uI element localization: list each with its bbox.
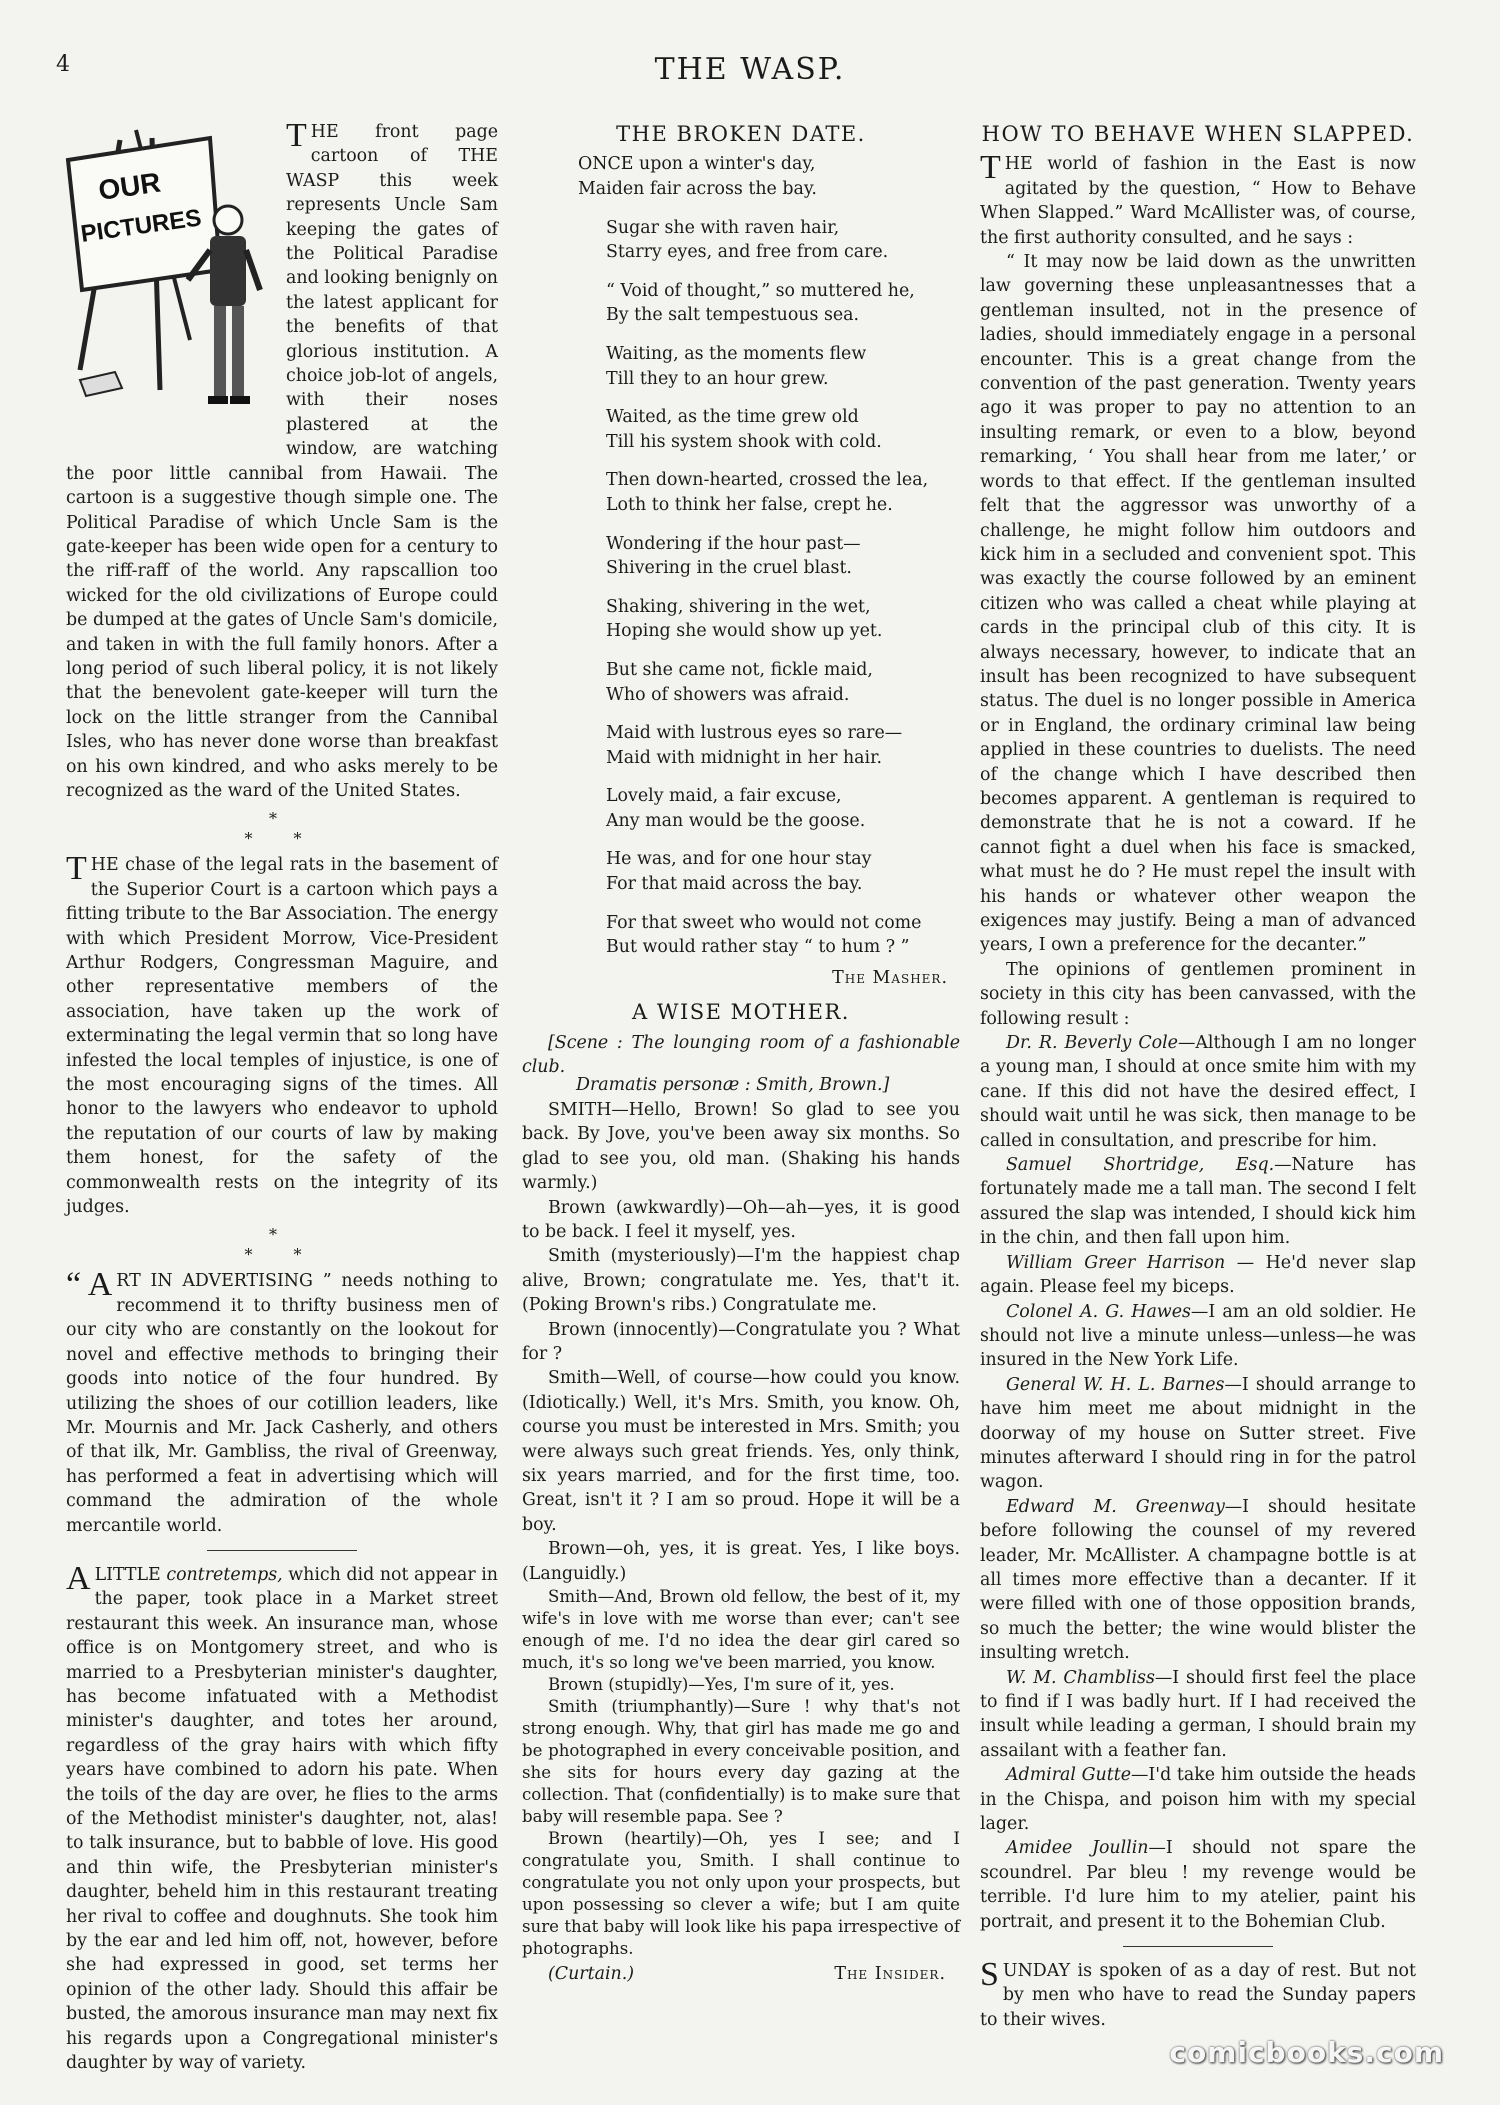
- poem-line: For that sweet who would not come: [606, 912, 922, 933]
- poem-stanza: [606, 721, 960, 770]
- poem-stanza: [606, 532, 960, 581]
- poem-line: For that maid across the bay.: [606, 874, 863, 895]
- poem-line: But would rather stay “ to hum ? ”: [606, 937, 910, 958]
- dialogue-line: Smith—And, Brown old fellow, the best of it, my wife's in love with me worse than ever; can't see enough of me. I'd no idea the dear girl cared so much, it's so long we've been married, you know.: [522, 1587, 960, 1672]
- opinion-name: Dr. R. Beverly Cole: [1006, 1033, 1178, 1054]
- opinion-text: —I'd take him outside the heads in the Chispa, and poison him with my special lager.: [980, 1765, 1416, 1835]
- sunday-paragraph: SUNDAY is spoken of as a day of rest. But not by men who have to read the Sunday papers to their wives.: [980, 1956, 1416, 2030]
- poem-line: Waited, as the time grew old: [606, 407, 859, 428]
- opinion-text: —I should first feel the place to find if I was badly hurt. If I had received the insult while leading a german, I should brain my assailant with a feather fan.: [980, 1667, 1416, 1761]
- opinion-name: William Greer Harrison: [1006, 1252, 1226, 1273]
- dramatis-personae: Dramatis personæ : Smith, Brown.]: [576, 1075, 890, 1096]
- opinion-paragraph: [980, 1251, 1416, 1300]
- watermark: comicbooks.com: [1169, 2036, 1444, 2069]
- opinion-paragraph: [980, 1031, 1416, 1153]
- dialogue-line: Brown (stupidly)—Yes, I'm sure of it, yes.: [548, 1675, 895, 1694]
- masthead: [0, 52, 1500, 92]
- dialogue-line: Brown (heartily)—Oh, yes I see; and I congratulate you, Smith. I shall continue to congratulate you not only upon your prospects, but upon possessing so clever a wife; but I am quite sure that baby will look like his papa irrespective of photographs.: [522, 1829, 960, 1958]
- column-left: [66, 117, 498, 2075]
- opinions-list: [980, 1031, 1416, 1934]
- opinion-name: Amidee Joullin: [1006, 1838, 1149, 1859]
- dialogue-line: Smith—Well, of course—how could you know. (Idiotically.) Well, it's Mrs. Smith, you know. Oh, course you must be interested in Mrs. Smith; you were always such great friends. Yes, only think, six years married, and for the first time, too. Great, isn't it ? I am so proud. Hope it will be a boy.: [522, 1368, 960, 1535]
- poem-line: Sugar she with raven hair,: [606, 217, 840, 238]
- opinion-name: Samuel Shortridge, Esq.: [1006, 1155, 1275, 1176]
- opinion-text: —Nature has fortunately made me a tall man. The second I felt assured the slap was intended, I should kick him in the chin, and then fall upon him.: [980, 1155, 1416, 1249]
- poem-stanza: [606, 911, 960, 960]
- poem-stanza: [606, 405, 960, 454]
- poem-line: Lovely maid, a fair excuse,: [606, 786, 842, 807]
- cartoon-paragraph: THE front page cartoon of THE WASP this week represents Uncle Sam keeping the gates of the Political Paradise and looking benignly on the latest applicant for the benefits of that glorious institution. A choice job-lot of angels, with their noses plastered at the window, are watching the poor little cannibal from Hawaii. The cartoon is a suggestive though simple one. The Political Paradise of which Uncle Sam is the gate-keeper has been wide open for a century to the riff-raff of the world. Any rapscallion too wicked for the old civilizations of Europe could be dumped at the gates of Uncle Sam's domicile, and taken in with the full family honors. After a long period of such liberal policy, it is not likely that the benevolent gate-keeper will turn the lock on the little stranger from the Cannibal Isles, who has never done worse than breakfast on his own kindred, and who asks merely to be recognized as the ward of the United States.: [66, 117, 498, 801]
- poem-stanza: [606, 279, 960, 328]
- paper-title: THE WASP.: [654, 52, 846, 87]
- opinion-paragraph: [980, 1153, 1416, 1251]
- dialogue-line: Brown (awkwardly)—Oh—ah—yes, it is good to be back. I feel it myself, yes.: [522, 1197, 960, 1242]
- poem-line: Till his system shook with cold.: [606, 431, 882, 452]
- article-title: HOW TO BEHAVE WHEN SLAPPED.: [981, 122, 1415, 146]
- opinions-intro: The opinions of gentlemen prominent in society in this city has been canvassed, with the following result :: [980, 959, 1416, 1029]
- dialogue-line: SMITH—Hello, Brown! So glad to see you back. By Jove, you've been away six months. So glad to see you, old man. (Shaking his hands warmly.): [522, 1099, 960, 1194]
- poem-stanza: [606, 468, 960, 517]
- sign-text-pictures: PICTURES: [79, 204, 204, 248]
- section-stars: * * *: [244, 1225, 320, 1265]
- opinion-name: General W. H. L. Barnes: [1006, 1374, 1225, 1395]
- poem-stanza: [606, 847, 960, 896]
- opinion-name: Colonel A. G. Hawes: [1006, 1301, 1191, 1322]
- divider: [1123, 1946, 1273, 1947]
- poem-signature: The Masher.: [832, 967, 948, 988]
- dialogue-line: Brown (innocently)—Congratulate you ? What for ?: [522, 1319, 960, 1364]
- poem-line: Hoping she would show up yet.: [606, 621, 883, 642]
- divider: [207, 1550, 357, 1551]
- poem-stanza: [606, 342, 960, 391]
- play-footer: [522, 1962, 960, 1986]
- scene-direction: [Scene : The lounging room of a fashionable club.: [522, 1032, 960, 1078]
- section-stars: * * *: [244, 809, 320, 849]
- mcallister-quote: “ It may now be laid down as the unwritten law governing these unpleasantnesses that a gentleman insulted, not in the presence of ladies, should immediately engage in a personal encounter. This is a great change from the convention of the past generation. Twenty years ago it was proper to pay no attention to an insulting remark, or even to a blow, beyond remarking, ‘ You shall hear from me later,’ or words to that effect. If the gentleman insulted felt that the aggressor was unworthy of a challenge, he might follow him outdoors and kick him in a secluded and convenient spot. This was exactly the course followed by an eminent citizen who was called a cheat while playing at cards in the principal club of this city. It is always necessary, however, to indicate that an insult has been recognized to have subsequent status. The duel is no longer possible in America or in England, the ordinary criminal law being applied in these countries to duelists. The need of the change which I have described then becomes apparent. A gentleman is required to demonstrate that he is not a coward. If he cannot fight a duel when his face is smacked, what must he do ? He must repel the insult with his hands or whatever other weapon the exigences may justify. Being a man of advanced years, I own a preference for the decanter.”: [980, 252, 1416, 956]
- opinion-paragraph: [980, 1666, 1416, 1764]
- poem-line: Maid with lustrous eyes so rare—: [606, 723, 903, 744]
- advertising-paragraph: “ A RT IN ADVERTISING ” needs nothing to recommend it to thrifty business men of our city who are constantly on the lookout for novel and effective methods to bringing their goods into notice of the four hundred. By utilizing the shoes of our cotillion leaders, like Mr. Mournis and Mr. Jack Casherly, and others of that ilk, Mr. Gambliss, the rival of Greenway, has performed a feat in advertising which will command the admiration of the whole mercantile world.: [66, 1266, 498, 1536]
- opinion-text: —I should hesitate before following the counsel of my revered leader, Mr. McAllister. A champagne bottle is at all times more effective than a decanter. If it were filled with one of those opposition brands, so much the better; the wine would blister the insulting wretch.: [980, 1496, 1416, 1664]
- play-title: A WISE MOTHER.: [632, 1000, 850, 1025]
- play-signature: The Insider.: [834, 1964, 946, 1984]
- poem-stanza: [606, 658, 960, 707]
- opinion-name: W. M. Chambliss: [1006, 1667, 1155, 1688]
- poem-line: Maiden fair across the bay.: [578, 179, 817, 199]
- poem-line: Waiting, as the moments flew: [606, 343, 867, 364]
- poem-line: By the salt tempestuous sea.: [606, 305, 860, 326]
- poem-line: Shaking, shivering in the wet,: [606, 596, 871, 617]
- opinion-text: —Although I am no longer a young man, I should at once smite him with my cane. If this did not have the desired effect, I should wait until he was sick, then manage to be called in consultation, and prescribe for him.: [980, 1033, 1416, 1151]
- poem-stanza: [606, 216, 960, 265]
- opinion-text: —I should arrange to have him meet me about midnight in the doorway of my house on Sutter street. Five minutes afterward I should ring in for the patrol wagon.: [980, 1374, 1417, 1493]
- curtain-text: (Curtain.): [548, 1964, 635, 1984]
- poem-stanza: [578, 152, 960, 201]
- poem-broken-date: [578, 152, 960, 959]
- poem-line: Wondering if the hour past—: [606, 533, 861, 554]
- poem-line: ONCE upon a winter's day,: [578, 154, 816, 175]
- opinion-text: —I am an old soldier. He should not live a minute unless—unless—he was insured in the New York Life.: [980, 1301, 1416, 1371]
- column-right: [980, 120, 1416, 2032]
- contretemps-paragraph: A LITTLE contretemps, which did not appear in the paper, took place in a Market street restaurant this week. An insurance man, whose office is on Montgomery street, and who is married to a Presbyterian minister's daughter, has become infatuated with a Methodist minister's daughter, and totes her around, regardless of the gray hairs with which fifty years have combined to adorn his pate. When the toils of the day are over, he flies to the arms of the Methodist minister's daughter, not, alas! to talk insurance, but to babble of love. His good and thin wife, the Presbyterian minister's daughter, beheld him in this restaurant treating her rival to coffee and doughnuts. She took him by the ear and led him off, not, however, before she had expressed in good, set terms her opinion of the other lady. Should this affair be busted, the amorous insurance man may next fix his regards upon a Congregational minister's daughter by way of variety.: [66, 1559, 498, 2074]
- opinion-paragraph: [980, 1300, 1416, 1373]
- sign-text-our: OUR: [96, 166, 163, 206]
- poem-stanza: [606, 595, 960, 644]
- slapped-intro: THE world of fashion in the East is now agitated by the question, “ How to Behave When Slapped.” Ward McAllister was, of course, the first authority consulted, and he says :: [980, 149, 1416, 248]
- legal-rats-paragraph: THE chase of the legal rats in the basement of the Superior Court is a cartoon which pays a fitting tribute to the Bar Association. The energy with which President Morrow, Vice-President Arthur Rodgers, Congressman Maguire, and other representative members of the association, have taken up the work of exterminating the legal vermin that so long have infested the local temples of injustice, is one of the most encouraging signs of the times. All honor to the lawyers who endeavor to uphold the reputation of our courts of law by making them honest, for the safety of the commonwealth rests on the integrity of its judges.: [66, 850, 498, 1218]
- poem-line: Starry eyes, and free from care.: [606, 242, 889, 263]
- opinion-text: —I should not spare the scoundrel. Par bleu ! my revenge would be terrible. I'd lure him to my atelier, paint his portrait, and present it to the Bohemian Club.: [980, 1838, 1416, 1932]
- opinion-paragraph: [980, 1836, 1416, 1934]
- poem-title: THE BROKEN DATE.: [616, 122, 866, 146]
- poem-line: “ Void of thought,” so muttered he,: [606, 280, 915, 301]
- our-pictures-cartoon: [60, 120, 278, 450]
- poem-line: Till they to an hour grew.: [606, 368, 829, 389]
- column-middle: [522, 120, 960, 1986]
- dialogue-line: Smith (mysteriously)—I'm the happiest chap alive, Brown; congratulate me. Yes, that't it. (Poking Brown's ribs.) Congratulate me.: [522, 1246, 960, 1316]
- poem-line: Loth to think her false, crept he.: [606, 494, 893, 515]
- opinion-text: — He'd never slap again. Please feel my biceps.: [980, 1252, 1416, 1298]
- page-number: 4: [56, 52, 70, 77]
- poem-line: But she came not, fickle maid,: [606, 659, 873, 680]
- poem-line: Maid with midnight in her hair.: [606, 747, 883, 768]
- play-dialogue: [522, 1098, 960, 1960]
- opinion-paragraph: [980, 1495, 1416, 1666]
- poem-line: Then down-hearted, crossed the lea,: [606, 470, 929, 491]
- dialogue-line: Brown—oh, yes, it is great. Yes, I like boys. (Languidly.): [522, 1539, 960, 1584]
- poem-line: Any man would be the goose.: [606, 810, 866, 831]
- opinion-name: Edward M. Greenway: [1006, 1496, 1225, 1517]
- opinion-paragraph: [980, 1763, 1416, 1836]
- poem-line: He was, and for one hour stay: [606, 849, 872, 870]
- opinion-name: Admiral Gutte: [1006, 1765, 1132, 1786]
- poem-line: Who of showers was afraid.: [606, 684, 850, 705]
- opinion-paragraph: [980, 1373, 1416, 1495]
- poem-stanza: [606, 784, 960, 833]
- poem-line: Shivering in the cruel blast.: [606, 558, 852, 579]
- dialogue-line: Smith (triumphantly)—Sure ! why that's not strong enough. Why, that girl has made me go and be photographed in every conceivable position, and she sits for hours every day gazing at the collection. That (confidentially) is to make sure that baby will resemble papa. See ?: [522, 1697, 960, 1826]
